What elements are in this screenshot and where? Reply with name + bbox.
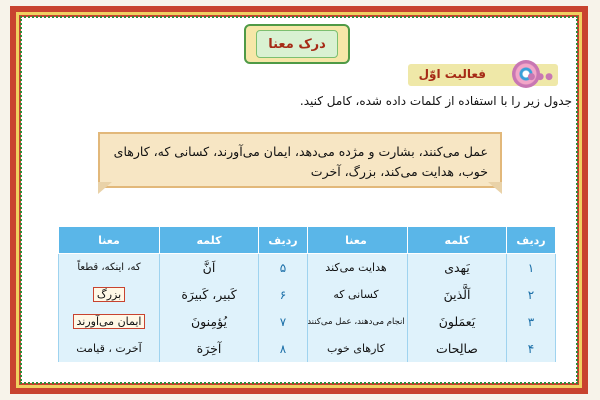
table-header-row: [305, 227, 556, 254]
header-word: کلمه: [160, 227, 259, 254]
answer-box: بزرگ: [93, 287, 125, 302]
table-row: [59, 281, 308, 308]
instruction-text: جدول زیر را با استفاده از کلمات داده شده، کامل کنید.: [299, 94, 572, 108]
row-word: اَلَّذینَ: [408, 281, 507, 308]
header-meaning: معنا: [305, 227, 408, 254]
header-word: کلمه: [408, 227, 507, 254]
table-row: [305, 335, 556, 362]
row-meaning: کسانی که: [305, 281, 408, 308]
row-word: یَعمَلونَ: [408, 308, 507, 335]
table-row: [59, 308, 308, 335]
table-row: [305, 308, 556, 335]
table-row: [305, 281, 556, 308]
word-bank-text: عمل می‌کنند، بشارت و مژده می‌دهد، ایمان می‌آورند، کسانی که، کارهای خوب، هدایت می‌کند، بزرگ، آخرت: [113, 144, 488, 179]
row-meaning: [59, 281, 160, 308]
row-word: صالِحات: [408, 335, 507, 362]
row-meaning: که، اینکه، قطعاً: [59, 254, 160, 282]
table-row: [305, 254, 556, 282]
row-meaning: هدایت می‌کند: [305, 254, 408, 282]
table-header-row: [59, 227, 308, 254]
section-title: درک معنا: [256, 30, 338, 58]
vocab-table-right: [304, 226, 556, 362]
row-number: ۳: [507, 308, 556, 335]
box-corner-right: [488, 182, 502, 194]
row-meaning: آخرت ، قیامت: [59, 335, 160, 362]
row-number: ۷: [259, 308, 308, 335]
row-word: اَنَّ: [160, 254, 259, 282]
header-row: ردیف: [259, 227, 308, 254]
row-word: یَهدی: [408, 254, 507, 282]
row-number: ۵: [259, 254, 308, 282]
word-bank-box: [98, 132, 502, 188]
row-meaning: انجام می‌دهند، عمل می‌کنند: [305, 308, 408, 335]
dots-decoration-icon: ●●●: [527, 72, 554, 82]
row-word: آخِرَة: [160, 335, 259, 362]
answer-box: ایمان می‌آورند: [73, 314, 146, 329]
row-number: ۶: [259, 281, 308, 308]
row-meaning: کارهای خوب: [305, 335, 408, 362]
section-title-badge: [244, 24, 350, 64]
activity-header: [408, 64, 558, 86]
activity-label: فعالیت اوّل: [418, 67, 486, 81]
row-number: ۴: [507, 335, 556, 362]
row-word: کَبیر، کَبیرَة: [160, 281, 259, 308]
box-corner-left: [98, 182, 112, 194]
table-row: [59, 335, 308, 362]
header-meaning: معنا: [59, 227, 160, 254]
row-number: ۸: [259, 335, 308, 362]
table-row: [59, 254, 308, 282]
vocab-table-left: [58, 226, 308, 362]
row-number: ۲: [507, 281, 556, 308]
row-meaning: [59, 308, 160, 335]
header-row: ردیف: [507, 227, 556, 254]
row-word: یُؤمِنونَ: [160, 308, 259, 335]
row-number: ۱: [507, 254, 556, 282]
